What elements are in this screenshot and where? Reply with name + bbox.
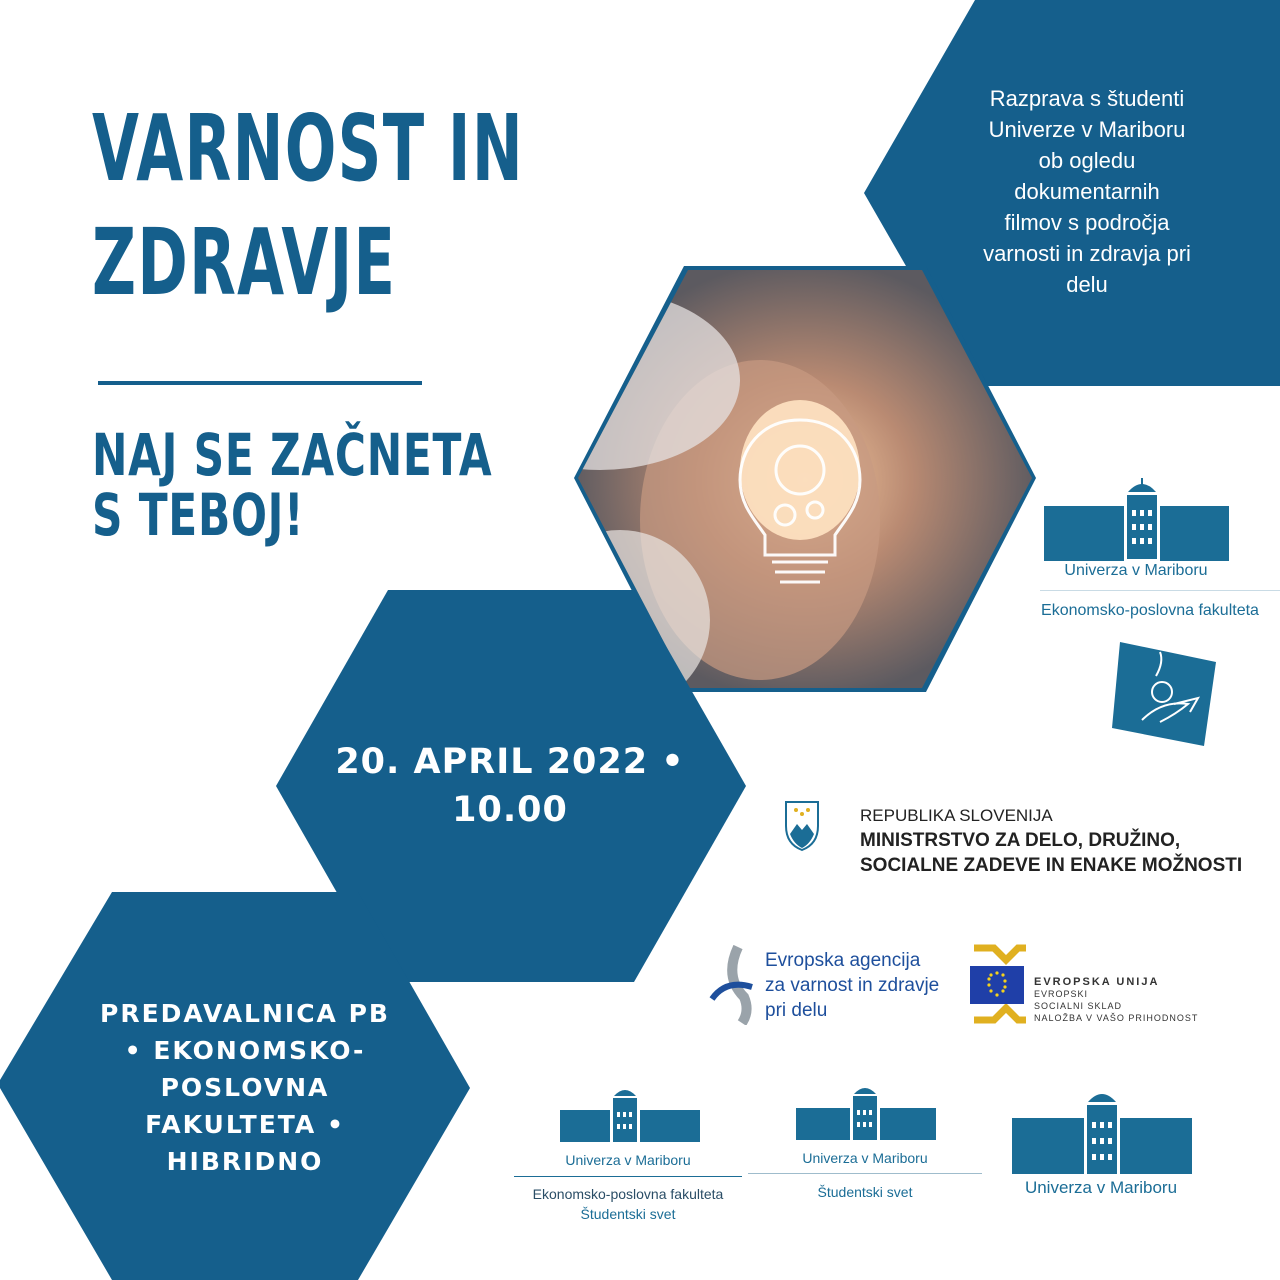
faculty-name: Ekonomsko-poslovna fakulteta — [1041, 602, 1259, 619]
event-time: 10.00 — [452, 790, 568, 830]
ministry-line: REPUBLIKA SLOVENIJA — [860, 806, 1053, 825]
description-line: Razprava s študenti — [989, 86, 1185, 111]
um-epf-student-council-logo — [514, 1090, 742, 1222]
description-line: delu — [1066, 272, 1108, 297]
ministry-line: SOCIALNE ZADEVE IN ENAKE MOŽNOSTI — [860, 855, 1243, 876]
agency-line: Evropska agencija — [765, 950, 921, 971]
council-name: Študentski svet — [580, 1206, 676, 1222]
um-name: Univerza v Mariboru — [802, 1150, 928, 1166]
university-building-icon — [1008, 1090, 1194, 1176]
slovenia-coat-of-arms-icon — [782, 800, 822, 852]
agency-line: za varnost in zdravje — [765, 975, 940, 996]
title-divider — [98, 381, 422, 385]
um-student-council-logo — [748, 1088, 982, 1200]
eu-line: NALOŽBA V VAŠO PRIHODNOST — [1034, 1013, 1199, 1023]
title-line-2: ZDRAVJE — [92, 209, 397, 316]
slogan-line-1: NAJ SE ZAČNETA — [92, 421, 493, 489]
event-date-time — [300, 738, 720, 834]
event-venue — [60, 995, 430, 1180]
slogan-line-2: S TEBOJ! — [92, 481, 305, 549]
logo-divider — [514, 1176, 742, 1177]
event-description — [942, 83, 1232, 300]
slogan — [92, 421, 493, 549]
um-name: Univerza v Mariboru — [1024, 1178, 1178, 1197]
council-name: Študentski svet — [817, 1184, 913, 1200]
faculty-name: Ekonomsko-poslovna fakulteta — [532, 1186, 724, 1202]
venue-line: FAKULTETA • — [145, 1110, 345, 1139]
description-line: Univerze v Mariboru — [988, 117, 1186, 142]
eu-line: SOCIALNI SKLAD — [1034, 1001, 1123, 1011]
um-logo — [1008, 1090, 1194, 1197]
agency-line: pri delu — [765, 1000, 828, 1021]
eu-osha-logo — [765, 948, 939, 1023]
venue-line: • EKONOMSKO- — [124, 1036, 366, 1065]
um-name: Univerza v Mariboru — [565, 1152, 691, 1168]
description-line: dokumentarnih — [1014, 179, 1160, 204]
venue-line: PREDAVALNICA PB — [100, 999, 390, 1028]
logo-divider — [748, 1173, 982, 1174]
title-line-1: VARNOST IN — [92, 95, 524, 202]
page-title — [92, 92, 524, 320]
ministry-line: MINISTRSTVO ZA DELO, DRUŽINO, — [860, 830, 1181, 851]
event-date: 20. APRIL 2022 • — [335, 742, 685, 782]
um-epf-logo — [1040, 478, 1260, 619]
student-council-emblem-icon — [1112, 642, 1218, 748]
eu-line: EVROPSKA UNIJA — [1034, 976, 1160, 988]
eu-osha-logo-icon — [708, 945, 758, 1025]
eu-line: EVROPSKI — [1034, 989, 1089, 999]
venue-line: HIBRIDNO — [166, 1147, 324, 1176]
logo-divider — [1040, 590, 1280, 591]
eu-flag-icon — [968, 944, 1028, 1024]
description-line: varnosti in zdravja pri — [983, 241, 1191, 266]
ministry-logo — [860, 803, 1242, 878]
um-name: Univerza v Mariboru — [1064, 562, 1208, 579]
venue-line: POSLOVNA — [160, 1073, 330, 1102]
eu-social-fund-logo — [1034, 976, 1198, 1024]
description-line: filmov s področja — [1004, 210, 1170, 235]
description-line: ob ogledu — [1038, 148, 1136, 173]
